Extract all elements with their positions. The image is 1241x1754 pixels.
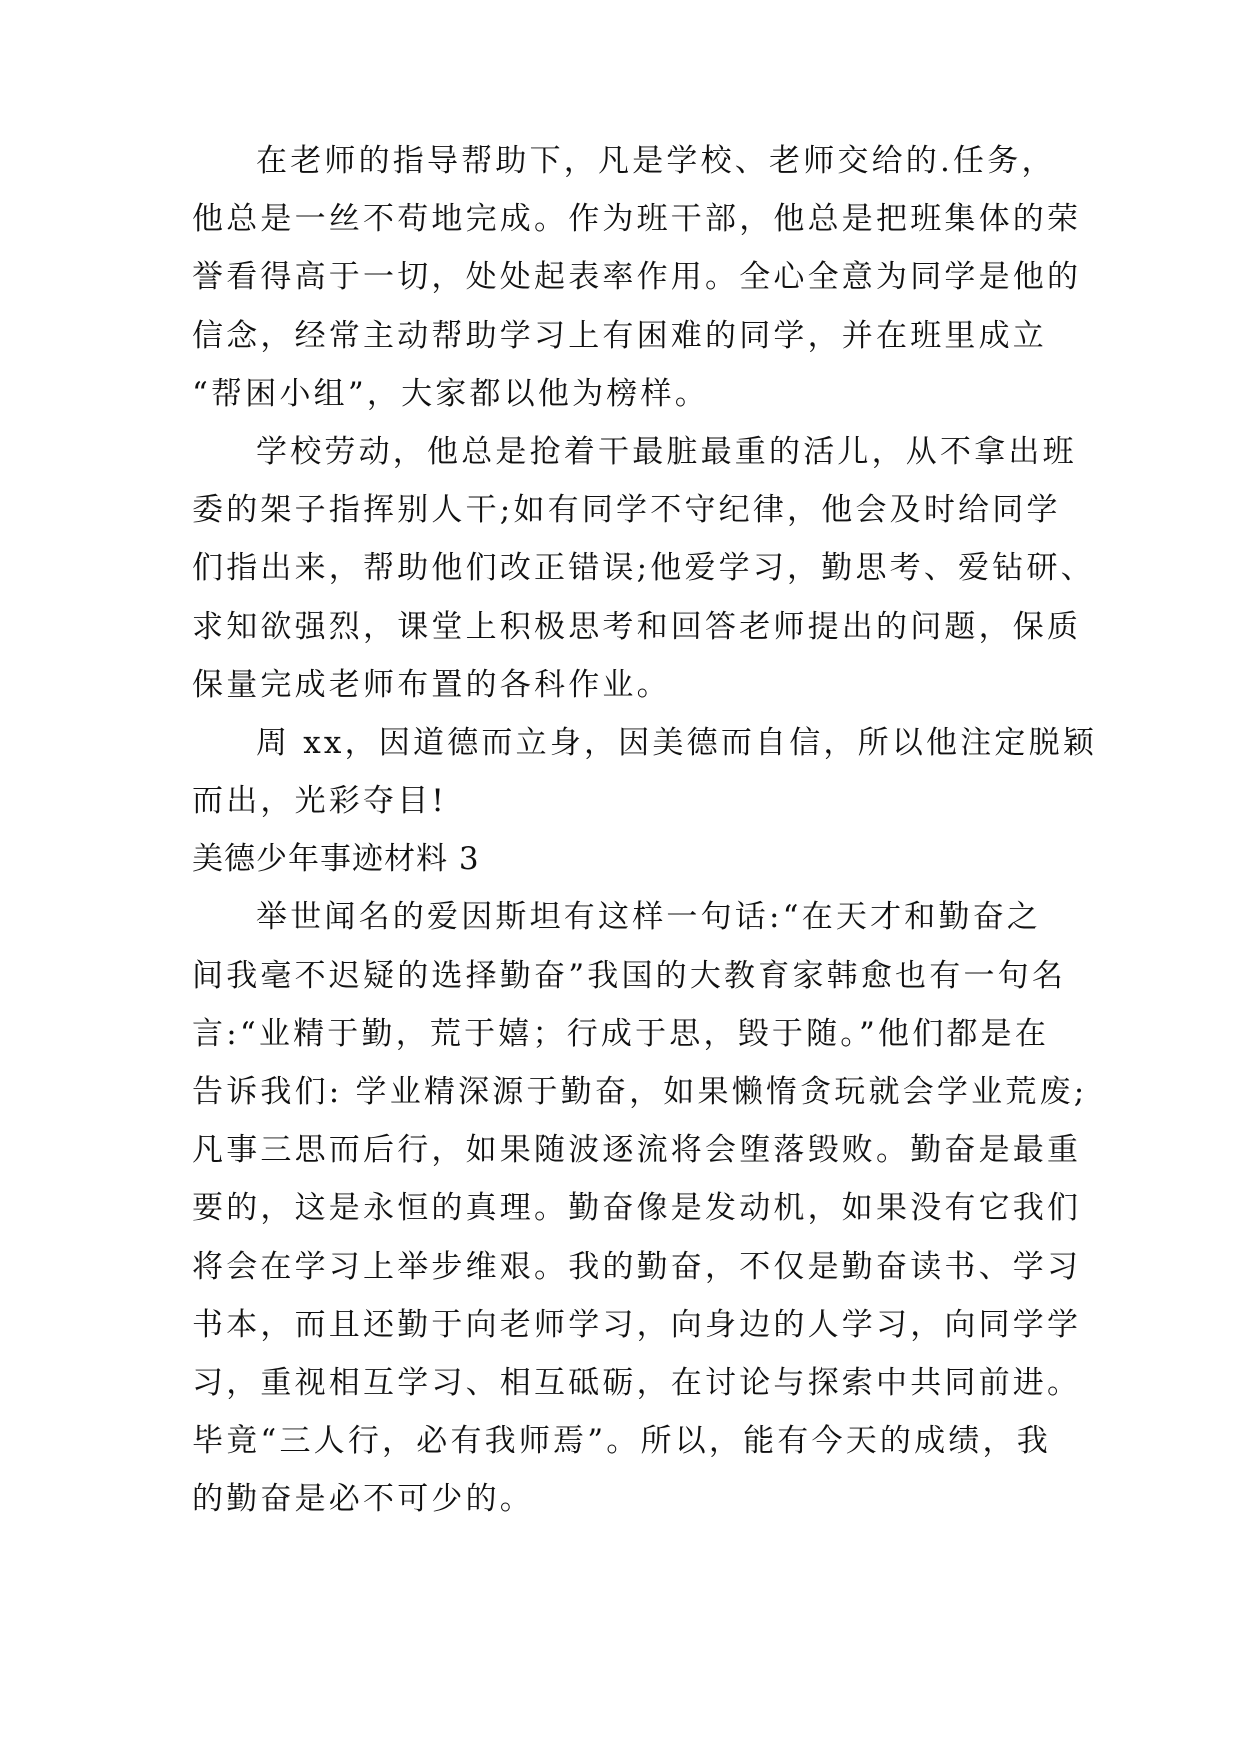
paragraph-line: 间我毫不迟疑的选择勤奋”我国的大教育家韩愈也有一句名 — [192, 957, 1067, 994]
paragraph-line: 书本，而且还勤于向老师学习，向身边的人学习，向同学学 — [192, 1306, 1082, 1343]
paragraph-line: 求知欲强烈，课堂上积极思考和回答老师提出的问题，保质 — [192, 608, 1082, 645]
paragraph-line: 而出，光彩夺目! — [192, 783, 448, 820]
paragraph-line: 言:“业精于勤，荒于嬉；行成于思，毁于随。”他们都是在 — [192, 1015, 1050, 1052]
paragraph-line: 毕竟“三人行，必有我师焉”。所以，能有今天的成绩，我 — [192, 1423, 1051, 1460]
section-heading: 美德少年事迹材料 3 — [192, 841, 480, 878]
paragraph-line: 委的架子指挥别人干;如有同学不守纪律，他会及时给同学 — [192, 492, 1061, 529]
paragraph-line: 将会在学习上举步维艰。我的勤奋，不仅是勤奋读书、学习 — [192, 1248, 1082, 1285]
paragraph-line: 举世闻名的爱因斯坦有这样一句话:“在天才和勤奋之 — [256, 899, 1042, 936]
paragraph-line: “帮困小组”，大家都以他为榜样。 — [192, 375, 709, 412]
paragraph-line: 习，重视相互学习、相互砥砺，在讨论与探索中共同前进。 — [192, 1364, 1082, 1401]
paragraph-line: 要的，这是永恒的真理。勤奋像是发动机，如果没有它我们 — [192, 1190, 1082, 1227]
paragraph-line: 信念，经常主动帮助学习上有困难的同学，并在班里成立 — [192, 317, 1047, 354]
paragraph-line: 们指出来，帮助他们改正错误;他爱学习，勤思考、爱钻研、 — [192, 550, 1095, 587]
paragraph-line: 周 xx，因道德而立身，因美德而自信，所以他注定脱颖 — [256, 724, 1098, 761]
paragraph-line: 的勤奋是必不可少的。 — [192, 1481, 534, 1518]
paragraph-line: 在老师的指导帮助下，凡是学校、老师交给的.任务， — [256, 143, 1056, 179]
paragraph-line: 保量完成老师布置的各科作业。 — [192, 666, 671, 703]
paragraph-line: 他总是一丝不苟地完成。作为班干部，他总是把班集体的荣 — [192, 201, 1082, 238]
document-body — [192, 132, 1098, 1529]
paragraph-line: 誉看得高于一切，处处起表率作用。全心全意为同学是他的 — [192, 259, 1082, 296]
paragraph-line: 学校劳动，他总是抢着干最脏最重的活儿，从不拿出班 — [256, 433, 1077, 470]
paragraph-line: 告诉我们: 学业精深源于勤奋，如果懒惰贪玩就会学业荒废; — [192, 1074, 1088, 1110]
paragraph-line: 凡事三思而后行，如果随波逐流将会堕落毁败。勤奋是最重 — [192, 1132, 1082, 1169]
